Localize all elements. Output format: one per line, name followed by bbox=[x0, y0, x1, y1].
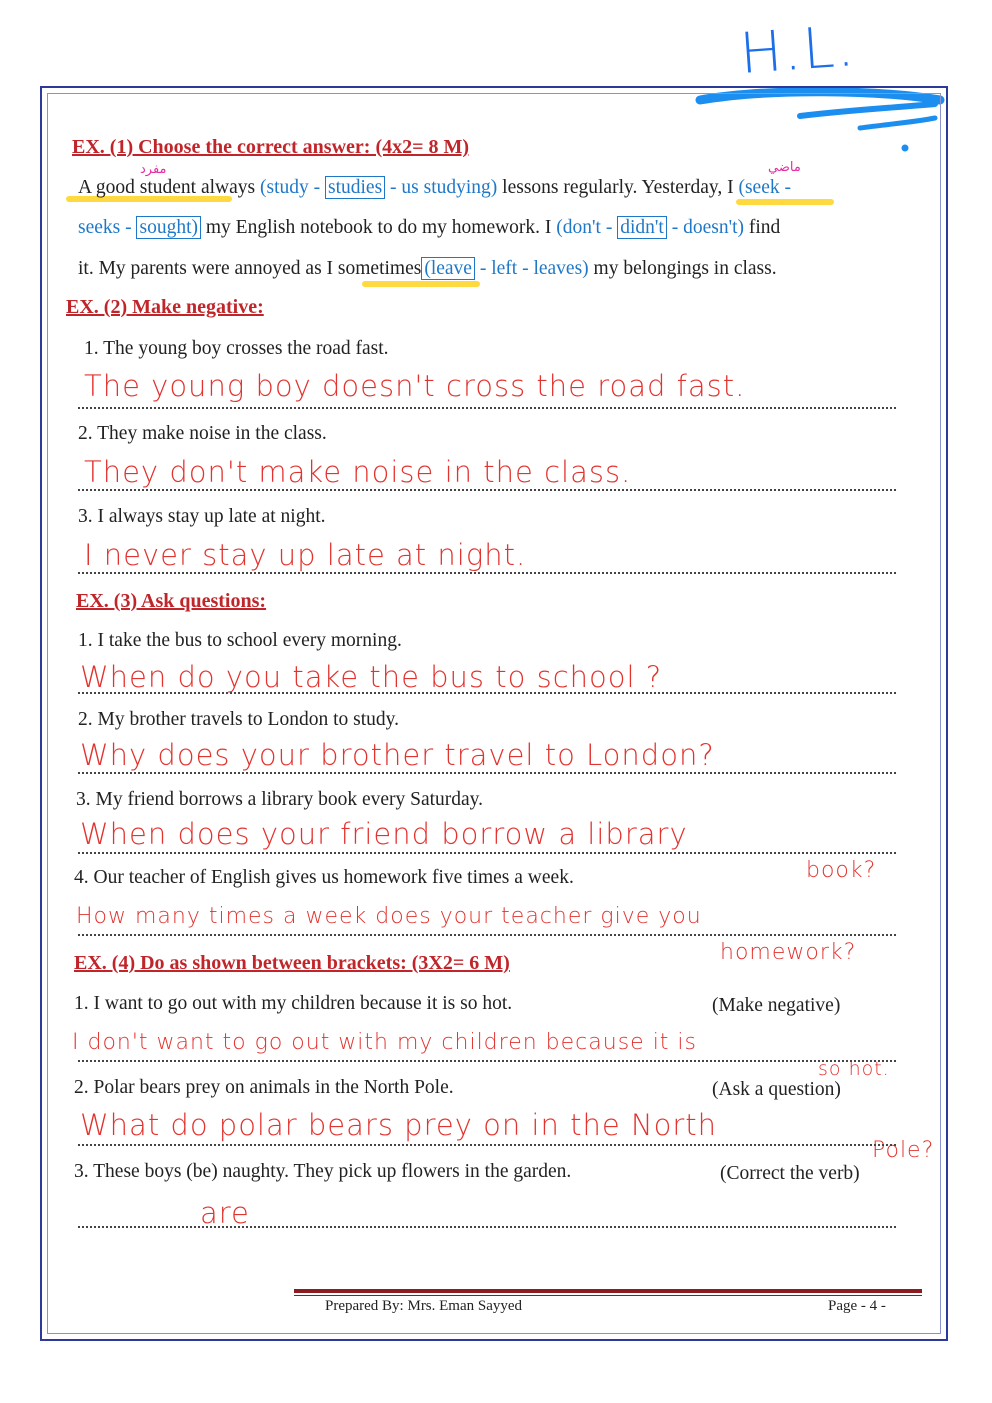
ex3-answer-1: When do you take the bus to school ? bbox=[80, 660, 663, 694]
ex1-line-2: seeks - sought) my English notebook to do my homework. I (don't - didn't - doesn't) find bbox=[78, 217, 781, 238]
answer-line bbox=[78, 1224, 896, 1228]
answer-line bbox=[78, 487, 896, 491]
ex1-heading: EX. (1) Choose the correct answer: (4x2= 8 M) bbox=[72, 136, 470, 158]
answer-line bbox=[78, 770, 896, 774]
ex3-question-2: 2. My brother travels to London to study. bbox=[78, 709, 399, 730]
handwritten-header-mark: H.L. bbox=[737, 14, 859, 87]
answer-sought: sought) bbox=[136, 216, 201, 239]
ink-note-singular: مفرد bbox=[140, 162, 167, 177]
ex3-answer-4: How many times a week does your teacher give you bbox=[76, 904, 702, 929]
highlight-sometimes bbox=[362, 281, 480, 287]
ex3-question-3: 3. My friend borrows a library book every Saturday. bbox=[76, 789, 484, 810]
footer-rule bbox=[294, 1289, 922, 1293]
footer-rule-thin bbox=[294, 1295, 922, 1296]
answer-line bbox=[78, 932, 896, 936]
ex3-question-1: 1. I take the bus to school every morning. bbox=[78, 630, 402, 651]
ex4-question-3: 3. These boys (be) naughty. They pick up flowers in the garden. bbox=[74, 1161, 572, 1182]
ex4-question-2: 2. Polar bears prey on animals in the North Pole. bbox=[74, 1077, 454, 1098]
ex4-answer-2: What do polar bears prey on in the North bbox=[80, 1108, 718, 1142]
ex3-answer-2: Why does your brother travel to London? bbox=[80, 738, 715, 772]
ex4-task-3: (Correct the verb) bbox=[720, 1163, 860, 1184]
ex4-answer-1: I don't want to go out with my children because it is bbox=[72, 1030, 697, 1055]
answer-studies: studies bbox=[325, 176, 385, 199]
ex3-heading: EX. (3) Ask questions: bbox=[76, 590, 267, 612]
answer-line bbox=[78, 405, 896, 409]
answer-line bbox=[78, 1142, 896, 1146]
ex4-task-2: (Ask a question) bbox=[712, 1079, 841, 1100]
answer-line bbox=[78, 690, 896, 694]
ex4-heading: EX. (4) Do as shown between brackets: (3X2= 6 M) bbox=[74, 952, 510, 974]
ex2-question-1: 1. The young boy crosses the road fast. bbox=[84, 338, 389, 359]
answer-line bbox=[78, 850, 896, 854]
highlight-yesterday bbox=[736, 199, 834, 205]
ex2-question-3: 3. I always stay up late at night. bbox=[78, 506, 326, 527]
ex2-question-2: 2. They make noise in the class. bbox=[78, 423, 327, 444]
answer-line bbox=[78, 1058, 896, 1062]
ex4-answer-3: are bbox=[200, 1196, 250, 1230]
ex3-question-4: 4. Our teacher of English gives us homework five times a week. bbox=[74, 867, 574, 888]
ex3-answer-3-cont: book? bbox=[806, 858, 877, 883]
answer-didnt: didn't bbox=[617, 216, 667, 239]
footer-page-number: Page - 4 - bbox=[828, 1298, 886, 1314]
ex2-answer-3: I never stay up late at night. bbox=[84, 538, 527, 572]
footer-prepared-by: Prepared By: Mrs. Eman Sayyed bbox=[325, 1298, 523, 1314]
ex1-line-1: A good student always (study - studies - us studying) lessons regularly. Yesterday, I (seek - bbox=[78, 177, 791, 198]
ink-note-past: ماضي bbox=[768, 160, 801, 175]
ex2-answer-2: They don't make noise in the class. bbox=[84, 455, 632, 489]
ex4-answer-2-cont: Pole? bbox=[872, 1138, 935, 1163]
answer-leave: (leave bbox=[421, 257, 475, 280]
ex3-answer-4-cont: homework? bbox=[720, 940, 857, 965]
ex4-question-1: 1. I want to go out with my children because it is so hot. bbox=[74, 993, 513, 1014]
ex2-answer-1: The young boy doesn't cross the road fast. bbox=[84, 369, 746, 403]
ex2-heading: EX. (2) Make negative: bbox=[66, 296, 264, 318]
ex4-answer-1-cont: so hot. bbox=[818, 1058, 890, 1080]
answer-line bbox=[78, 570, 896, 574]
ex4-task-1: (Make negative) bbox=[712, 995, 841, 1016]
ex1-line-3: it. My parents were annoyed as I sometimes (leave - left - leaves) my belongings in class. bbox=[78, 258, 777, 279]
ex3-answer-3: When does your friend borrow a library bbox=[80, 817, 688, 851]
